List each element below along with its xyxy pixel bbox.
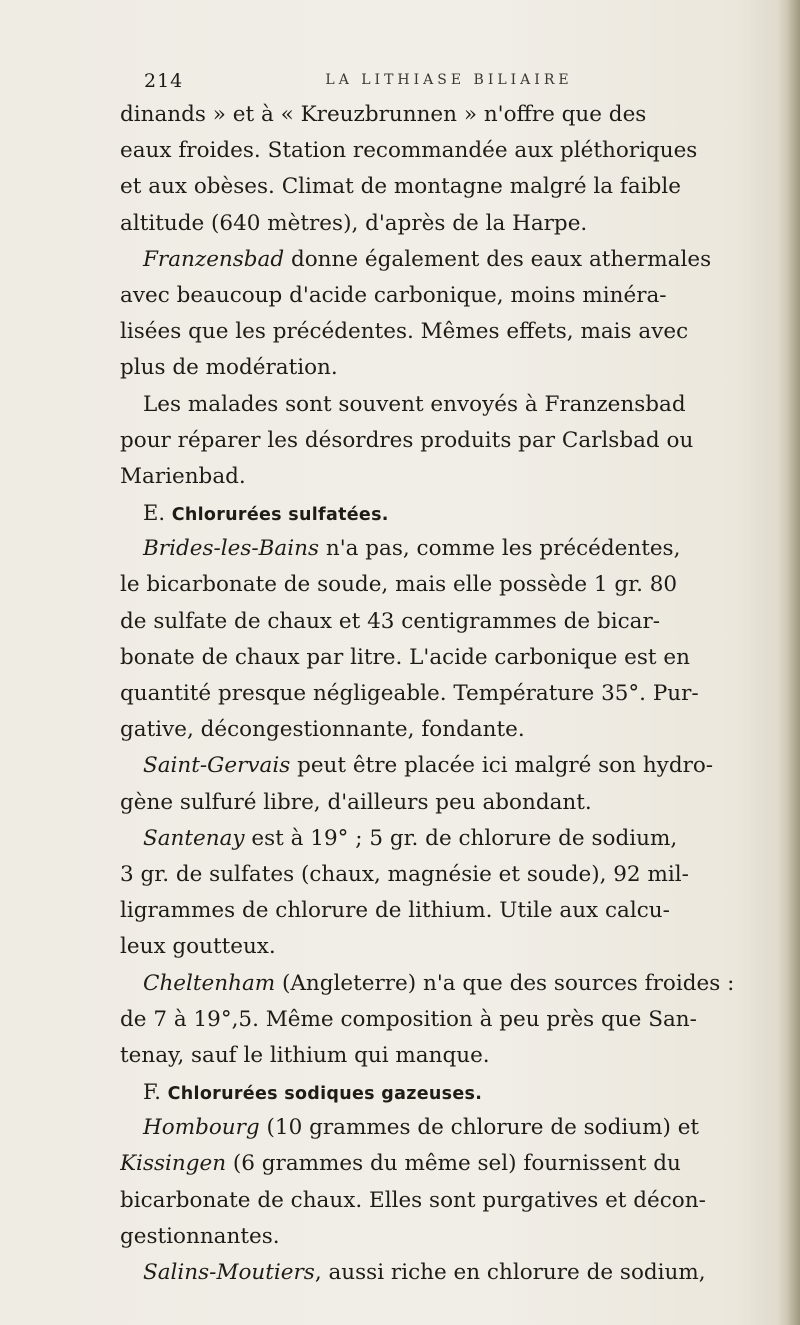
text-run: eaux froides. Station recommandée aux pléthoriques [120, 138, 698, 164]
text-line [120, 206, 752, 242]
text-run: bonate de chaux par litre. L'acide carbonique est en [120, 644, 690, 670]
text-line [120, 1146, 752, 1182]
text-line [120, 350, 752, 386]
text-run: (10 grammes de chlorure de sodium) et [259, 1115, 700, 1141]
section-letter: E. [143, 501, 172, 526]
text-run: avec beaucoup d'acide carbonique, moins minéra- [120, 282, 667, 308]
place-name: Hombourg [143, 1115, 260, 1141]
text-run: gative, décongestionnante, fondante. [120, 717, 525, 743]
text-run: ligrammes de chlorure de lithium. Utile aux calcu- [120, 898, 670, 924]
text-run: de 7 à 19°,5. Même composition à peu près que San- [120, 1006, 697, 1032]
text-line [120, 640, 752, 676]
text-line [120, 1110, 752, 1146]
text-run: tenay, sauf le lithium qui manque. [120, 1042, 490, 1068]
text-line [120, 242, 752, 278]
text-line [120, 676, 752, 712]
page-header [144, 70, 754, 96]
place-name: Saint-Gervais [143, 753, 291, 779]
section-title: Chlorurées sodiques gazeuses. [167, 1084, 483, 1105]
text-run: leux goutteux. [120, 934, 276, 960]
section-heading [120, 495, 752, 531]
place-name: Cheltenham [143, 970, 276, 996]
text-line [120, 459, 752, 495]
text-line [120, 966, 752, 1002]
text-line [120, 531, 752, 567]
page-edge-shadow [778, 0, 800, 1325]
text-run: (6 grammes du même sel) fournissent du [226, 1151, 681, 1177]
text-line [120, 604, 752, 640]
text-line [120, 785, 752, 821]
section-heading [120, 1074, 752, 1110]
text-line [120, 893, 752, 929]
text-line [120, 712, 752, 748]
text-line [120, 1183, 752, 1219]
text-run: , aussi riche en chlorure de sodium, [314, 1260, 706, 1285]
text-run: est à 19° ; 5 gr. de chlorure de sodium, [244, 825, 678, 851]
text-run: plus de modération. [120, 355, 338, 381]
text-line [120, 748, 752, 784]
text-run: n'a pas, comme les précédentes, [319, 536, 681, 562]
text-run: 3 gr. de sulfates (chaux, magnésie et soude), 92 mil- [120, 861, 689, 887]
text-run: bicarbonate de chaux. Elles sont purgatives et décon- [120, 1187, 706, 1213]
text-run: gène sulfuré libre, d'ailleurs peu abondant. [120, 789, 592, 815]
text-line [120, 423, 752, 459]
text-line [120, 133, 752, 169]
text-run: et aux obèses. Climat de montagne malgré la faible [120, 174, 681, 200]
text-run: (Angleterre) n'a que des sources froides : [275, 970, 735, 996]
text-line [120, 857, 752, 893]
text-run: dinands » et à « Kreuzbrunnen » n'offre que des [120, 102, 647, 127]
text-line [120, 567, 752, 603]
body-text [120, 97, 752, 1291]
text-run: de sulfate de chaux et 43 centigrammes de bicar- [120, 608, 660, 634]
section-letter: F. [143, 1080, 168, 1105]
text-run: altitude (640 mètres), d'après de la Harpe. [120, 210, 588, 236]
text-line [120, 1219, 752, 1255]
section-title: Chlorurées sulfatées. [171, 505, 389, 526]
text-line [120, 387, 752, 423]
text-line [120, 97, 752, 133]
text-line [120, 1255, 752, 1291]
text-line [120, 169, 752, 205]
text-line [120, 929, 752, 965]
text-run: lisées que les précédentes. Mêmes effets, mais avec [120, 319, 689, 345]
text-line [120, 1038, 752, 1074]
place-name: Kissingen [120, 1151, 227, 1177]
text-run: donne également des eaux athermales [284, 246, 712, 272]
text-line [120, 278, 752, 314]
text-run: Marienbad. [120, 463, 246, 489]
text-line [120, 314, 752, 350]
text-run: le bicarbonate de soude, mais elle possède 1 gr. 80 [120, 572, 678, 598]
running-head: LA LITHIASE BILIAIRE [325, 72, 573, 88]
place-name: Franzensbad [143, 246, 285, 272]
text-run: Les malades sont souvent envoyés à Franzensbad [143, 391, 686, 417]
page-number: 214 [144, 70, 184, 92]
place-name: Brides-les-Bains [143, 536, 320, 562]
text-run: quantité presque négligeable. Température 35°. Pur- [120, 681, 699, 706]
place-name: Salins-Moutiers [143, 1260, 315, 1285]
place-name: Santenay [143, 825, 245, 851]
text-line [120, 821, 752, 857]
text-run: gestionnantes. [120, 1223, 280, 1249]
text-run: pour réparer les désordres produits par Carlsbad ou [120, 427, 694, 453]
text-line [120, 1002, 752, 1038]
text-run: peut être placée ici malgré son hydro- [290, 753, 714, 779]
